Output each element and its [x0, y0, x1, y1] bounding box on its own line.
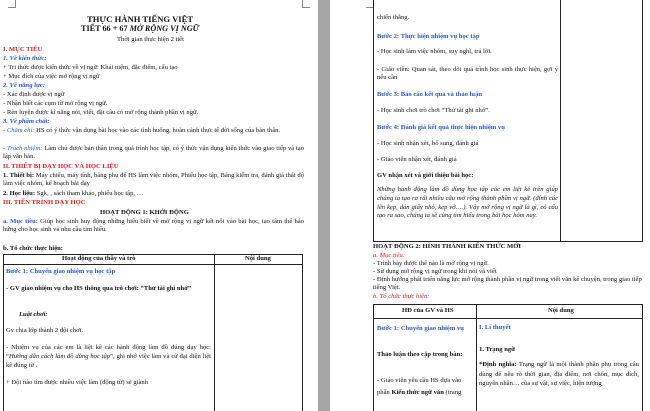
text-line: - Rèn luyện được kĩ năng nói, viết, đặt câu có mở rộng thành phần vị ngữ.: [3, 109, 199, 116]
section-heading: I. MỤC TIÊU: [3, 46, 43, 53]
text-line: + Mục đích của việc mở rộng vị ngữ: [3, 73, 100, 80]
paragraph: - Định hướng phát triển năng lực mở rộng thành phần vị ngữ trong viết văn kể chuyện, trong giao tiếp tiếng Việt.: [373, 276, 642, 291]
table-header: HĐ của GV và HS: [402, 307, 454, 314]
table-text: - Học sinh làm việc nhóm, suy nghĩ, trả lời.: [377, 48, 492, 55]
subsection-heading: 1. Về kiến thức:: [3, 55, 47, 62]
text-line: 2. Học liệu: Sgk, , sách tham khảo, phiếu học tập, …: [3, 190, 144, 197]
time-note: Thời gian thực hiện 2 tiết: [117, 36, 184, 43]
document-page-2: [330, 0, 650, 411]
text-line: b. Tổ chức thực hiện:: [3, 245, 63, 252]
table-divider: [476, 304, 477, 411]
table-text: - Nhiệm vụ của các em là liệt kê các hành động làm đồ đúng dạy học: “Hướng dẫn cách làm đồ dùng học tập”, ghi nhớ việc làm và cử đại diện liệt kê đúng từ .: [6, 344, 211, 369]
table-header: Nội dung: [548, 307, 574, 314]
section-heading: I. Lí thuyết: [479, 324, 511, 331]
document-page-1: [0, 0, 318, 411]
document-title: THỰC HÀNH TIẾNG VIỆT: [87, 14, 194, 24]
table-header: Nội dung: [245, 255, 271, 262]
activity-heading: HOẠT ĐỘNG 2: HÌNH THÀNH KIẾN THỨC MỚI: [373, 243, 521, 250]
table-text: - Học sinh chơi trò chơi “Thử tài ghi nhớ”.: [377, 107, 490, 114]
table-text: - Giáo viên nhận xét, đánh giá: [377, 156, 457, 163]
table-text: - Giáo viên: Quan sát, theo dõi quá trình học sinh thực hiện, gợi ý nếu cần: [377, 66, 558, 81]
text-line: - Xác định được vị ngữ: [3, 91, 65, 98]
text-line: + Tri thức được kiến thức về vị ngữ: Khái niệm, đặc điểm, cấu tạo: [3, 64, 178, 71]
table-text: GV nhận xét và giới thiệu bài học:: [377, 172, 474, 179]
table-text: Thảo luận theo cặp trong bàn:: [377, 351, 463, 358]
paragraph: - Chăm chỉ: HS có ý thức vận dụng bài học vào các tình huống, hoàn cảnh thực tế đời sống của bản thân.: [3, 127, 281, 134]
table-divider: [373, 318, 643, 319]
step-heading: Bước 1: Chuyển giao nhiệm vụ: [377, 325, 464, 332]
section-heading: III. TIẾN TRÌNH DẠY HỌC: [3, 199, 86, 206]
paragraph: a. Mục tiêu: Giúp học sinh huy động những hiểu biết về mở rộng vị ngữ kết nối vào bài học, tạo tâm thế háo hứng cho học sinh và nhu cầu tìm hiểu.: [3, 218, 304, 233]
section-heading: II. THIẾT BỊ DẠY HỌC VÀ HỌC LIỆU: [3, 163, 119, 170]
table-text: *Định nghĩa: Trạng ngữ là một thành phần phụ trong câu dùng để nêu rõ thời gian, địa điểm, nơi chốn, mục đích, nguyên nhân… của sự vật, sự việc, hiện tượng: [479, 361, 639, 388]
table-text: Những hành động làm đồ dùng học tập các em liệt kê trên giúp chúng ta tạo ra rất nhiều câu mở rộng thành phần vị ngữ. (đính các lên kẹp, dán giấy nhỏ, kẹp vở….). Vậy mở rộng vị ngữ là gì, có cấu tạo ra sao, chúng ta sẽ cùng tìm hiểu trong bài học hôm nay.: [377, 186, 558, 220]
table-text: chiến thắng.: [377, 14, 410, 21]
table-text: + Đội nào tìm được nhiều việc làm (động từ) sẽ giành: [6, 379, 148, 386]
margin-corner-mark: [8, 0, 16, 8]
text-line: - Trình bày được thế nào là mở rộng vị ngữ.: [373, 260, 489, 267]
text-line: - Sử dụng mở rộng vị ngữ trong khi nói và viết: [373, 268, 497, 275]
text-line: b. Tổ chức thực hiện:: [373, 293, 430, 300]
activity-heading: HOẠT ĐỘNG 1: KHỞI ĐỘNG: [100, 209, 189, 216]
text-line: - Nhận biết các cụm từ mở rộng vị ngữ.: [3, 100, 108, 107]
step-heading: Bước 1: Chuyển giao nhiệm vụ học tập: [6, 268, 116, 275]
table-divider: [3, 264, 303, 265]
paragraph: 1. Thiết bị: Máy chiếu, máy tính, bảng phụ để HS làm việc nhóm, Phiếu học tập, Bảng kiểm tra, đánh giá thái độ làm việc nhóm, kế hoạch bài dạy: [3, 172, 305, 187]
step-heading: Bước 3: Báo cáo kết quả và thảo luận: [377, 91, 483, 98]
lesson-title: TIẾT 66 + 67 MỞ RỘNG VỊ NGỮ: [81, 24, 200, 33]
table-text: 1. Trạng ngữ: [479, 346, 516, 353]
table-text: Gv chia lớp thành 2 đội chơi.: [6, 327, 84, 334]
margin-corner-mark: [302, 0, 310, 8]
step-heading: Bước 2: Thực hiện nhiệm vụ học tập: [377, 33, 480, 40]
subsection-heading: 3. Về phẩm chất:: [3, 118, 50, 125]
table-text: - Học sinh nhận xét, bổ sung, đánh giá: [377, 140, 479, 147]
table-divider: [214, 254, 215, 411]
table-divider: [560, 0, 561, 242]
table-text: Luật chơi:: [19, 311, 48, 318]
step-heading: Bước 4: Đánh giá kết quả thực hiện nhiệm vụ: [377, 124, 505, 131]
text-line: a. Mục tiêu:: [373, 252, 406, 259]
table-text: - GV giao nhiệm vụ cho HS thông qua trò chơi: “Thử tài ghi nhớ”: [6, 285, 192, 292]
subsection-heading: 2. Về năng lực:: [3, 82, 46, 89]
table-header: Hoạt động của thầy và trò: [62, 255, 136, 262]
table-text: - Giáo viên yêu cầu HS dựa vào phần Kiến thức ngữ văn (trang: [377, 377, 462, 396]
paragraph: - Trách nhiệm: Làm chủ được bản thân trong quá trình học tập, có ý thức vận dụng kiến thức vào giao tiếp và tạo lập văn bản.: [3, 145, 304, 160]
